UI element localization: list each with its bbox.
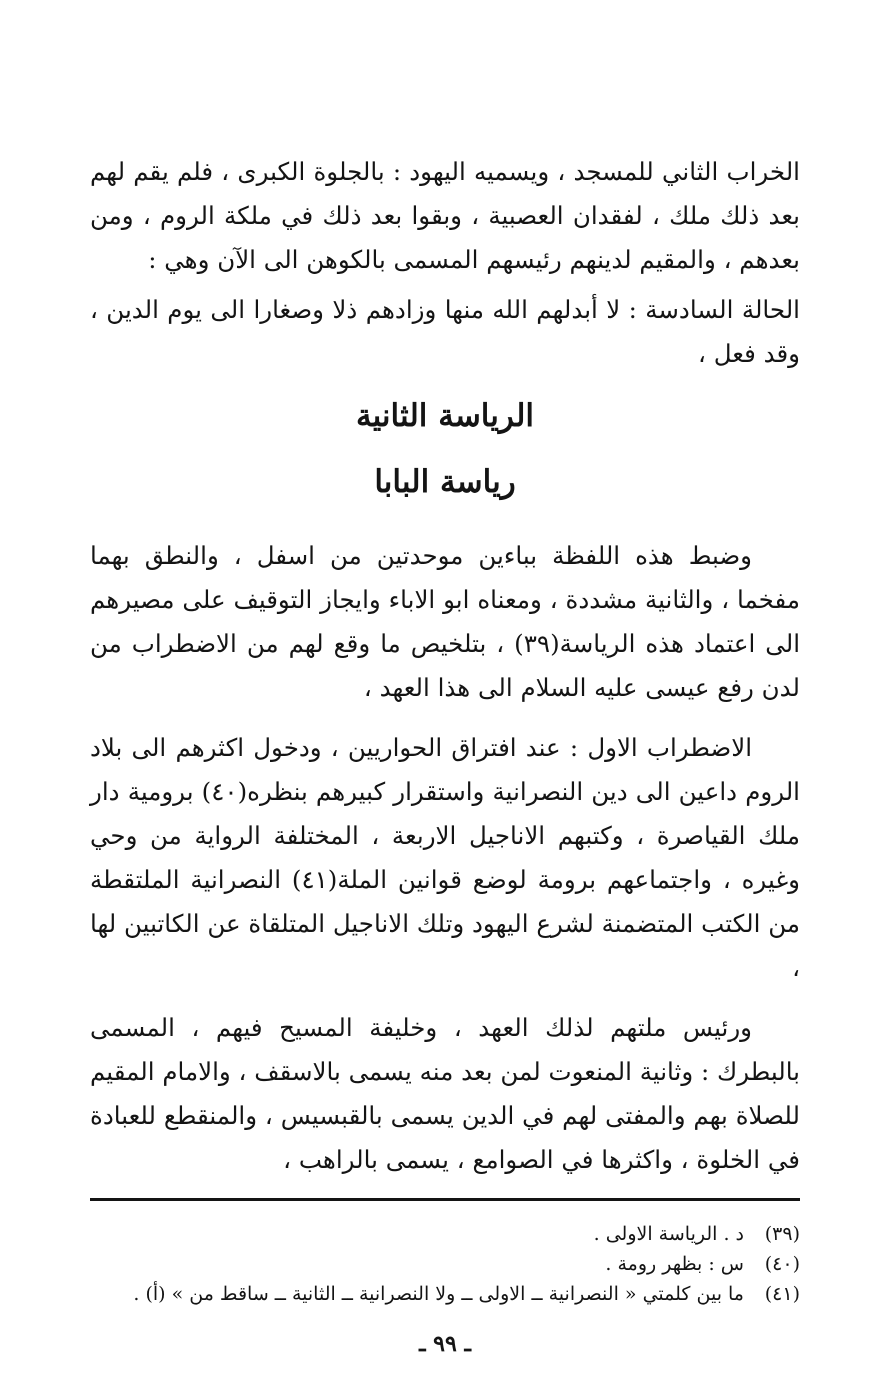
section-heading: الرياسة الثانية <box>355 398 535 434</box>
page-body <box>90 150 800 1357</box>
paragraph-pronunciation: وضبط هذه اللفظة بباءين موحدتين من اسفل ، والنطق بهما مفخما ، والثانية مشددة ، ومعناه ابو الاباء وايجاز التوقيف على مصيرهم الى اعتماد هذه الرياسة(٣٩) ، بتلخيص ما وقع لهم من الاضطراب من لدن رفع عيسى عليه السلام الى هذا العهد ، <box>90 541 800 702</box>
footnote-text: ما بين كلمتي « النصرانية ــ الاولى ــ ولا النصرانية ــ الثانية ــ ساقط من » (أ) . <box>133 1283 744 1305</box>
footnote-number: (٣٩) <box>764 1223 800 1245</box>
footnotes <box>90 1219 800 1309</box>
footnote-number: (٤٠) <box>764 1253 800 1275</box>
footnote-text: د . الرياسة الاولى . <box>593 1223 744 1245</box>
paragraph-continued: الخراب الثاني للمسجد ، ويسميه اليهود : بالجلوة الكبرى ، فلم يقم لهم بعد ذلك ملك ، لفقدان العصبية ، وبقوا بعد ذلك في ملكة الروم ، ومن بعدهم ، والمقيم لدينهم رئيسهم المسمى بالكوهن الى الآن وهي : <box>90 157 800 274</box>
footnote-item <box>90 1279 800 1309</box>
paragraph-church-ranks: ورئيس ملتهم لذلك العهد ، وخليفة المسيح فيهم ، المسمى بالبطرك : وثانية المنعوت لمن بعد منه يسمى بالاسقف ، والامام المقيم للصلاة بهم والمفتى لهم في الدين يسمى بالقبسيس ، والمنقطع للعبادة في الخلوة ، واكثرها في الصوامع ، يسمى بالراهب ، <box>90 1013 800 1174</box>
footnote-item <box>90 1249 800 1279</box>
footnote-divider <box>90 1198 800 1201</box>
footnote-text: س : بظهر رومة . <box>605 1253 744 1275</box>
page-number: ـ ٩٩ ـ <box>419 1331 471 1357</box>
paragraph-sixth-state: الحالة السادسة : لا أبدلهم الله منها وزادهم ذلا وصغارا الى يوم الدين ، وقد فعل ، <box>90 295 800 368</box>
section-subheading: رياسة البابا <box>374 464 516 500</box>
footnote-number: (٤١) <box>764 1283 800 1305</box>
footnote-item <box>90 1219 800 1249</box>
paragraph-first-disturbance: الاضطراب الاول : عند افتراق الحواريين ، ودخول اكثرهم الى بلاد الروم داعين الى دين النصرانية واستقرار كبيرهم بنظره(٤٠) برومية دار ملك القياصرة ، وكتبهم الاناجيل الاربعة ، المختلفة الرواية من وحي وغيره ، واجتماعهم برومة لوضع قوانين الملة(٤١) النصرانية الملتقطة من الكتب المتضمنة لشرع اليهود وتلك الاناجيل المتلقاة عن الكاتبين لها ، <box>90 733 800 982</box>
